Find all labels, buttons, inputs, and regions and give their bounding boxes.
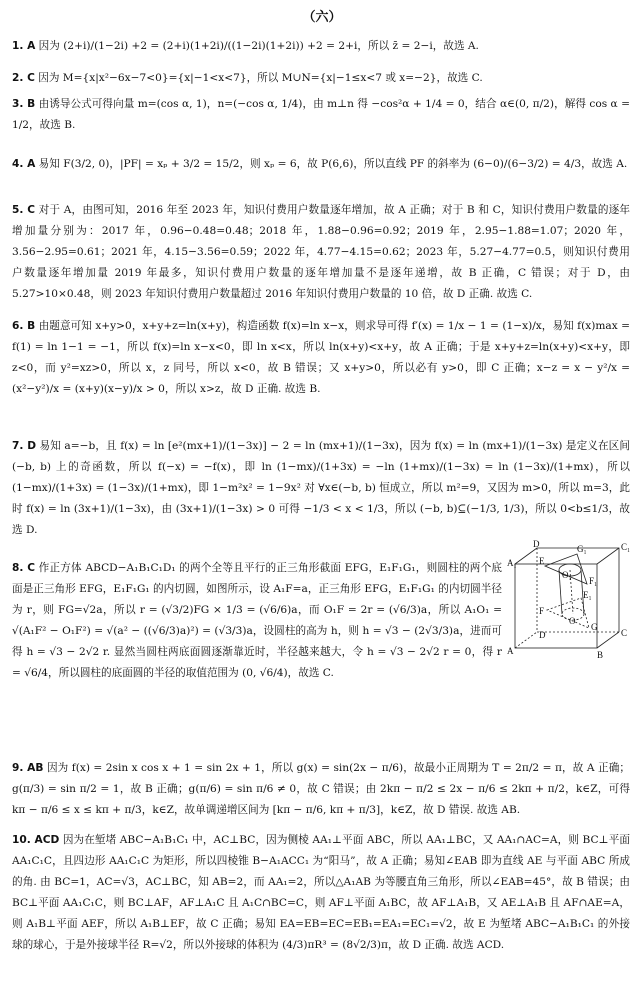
answer-text: 因为在堑堵 ABC−A₁B₁C₁ 中，AC⊥BC，因为侧棱 AA₁⊥平面 ABC，所以 AA₁⊥BC，又 AA₁∩AC=A，则 BC⊥平面 AA₁C₁C，且四边形 AA₁C₁C 为矩形，所以四棱锥 B−A₁ACC₁ 为“阳马”，故 A 正确；易知∠EAB 即为直线 AE 与平面 ABC 所成的角. 由 BC=1，AC=√3，AC⊥BC，知 AB=2，而 AA₁=2，所以△A₁AB 为等腰直角三角形，所以∠EAB=45°，故 B 错误；由 BC⊥平面 AA₁C₁C，则 BC⊥AF，AF⊥A₁C 且 A₁C∩BC=C，则 AF⊥平面 A₁BC，故 AF⊥A₁B，又 AE⊥A₁B 且 AF∩AE=A，则 A₁B⊥平面 AEF，所以 A₁B⊥EF，故 C 正确；易知 EA=EB=EC=EB₁=EA₁=EC₁=√2，故 E 为堑堵 ABC−A₁B₁C₁ 的外接球的球心，于是外接球半径 R=√2，所以外接球的体积为 (4/3)πR³ = (8√2/3)π，故 D 正确. 故选 ACD. <box>12 834 630 951</box>
answer-text: 由题意可知 x+y>0，x+y+z=ln(x+y)，构造函数 f(x)=ln x−x，则求导可得 f′(x) = 1/x − 1 = (1−x)/x，易知 f(x)max = f(1) = ln 1−1 = −1，所以 f(x)=ln x−x<0，即 ln x<x，所以 ln(x+y)<x+y，故 A 正确；于是 x+y+z=ln(x+y)<x+y，即 z<0，而 y²=xz>0，所以 x，z 同号，所以 x<0，故 B 错误；又 x+y>0，所以必有 y>0，即 C 正确；x−z = x − y²/x = (x²−y²)/x = (x+y)(x−y)/x > 0，所以 x>z，故 D 正确. 故选 B. <box>12 320 630 395</box>
answer-item-10 <box>12 830 630 956</box>
answer-text: 对于 A，由图可知，2016 年至 2023 年，知识付费用户数量逐年增加，故 A 正确；对于 B 和 C，知识付费用户数量的逐年增加量分别为：2017 年，0.96−0.48=0.48；2018 年，1.88−0.96=0.92；2019 年，2.95−1.88=1.07；2020 年，3.56−2.95=0.61；2021 年，4.15−3.56=0.59；2022 年，4.77−4.15=0.62；2023 年，5.27−4.77=0.5，则知识付费用户数量逐年增加量 2019 年最多，知识付费用户数量的逐年增加量不是逐年递增，故 B 正确，C 错误；对于 D，由 5.27>10×0.48，则 2023 年知识付费用户数量超过 2016 年知识付费用户数量的 10 倍，故 D 正确. 故选 C. <box>12 204 631 300</box>
label-F1: F₁ <box>589 576 598 586</box>
cube-cylinder-figure <box>507 540 635 660</box>
label-F: F <box>539 606 545 616</box>
answer-number: 9. AB <box>12 762 44 774</box>
answer-item-1 <box>12 36 630 57</box>
answer-item-8 <box>12 558 502 684</box>
answer-text: 因为 (2+i)/(1−2i) +2 = (2+i)(1+2i)/((1−2i)(1+2i)) +2 = 2+i，所以 z̄ = 2−i，故选 A. <box>38 40 479 52</box>
answer-text: 因为 M={x|x²−6x−7<0}={x|−1<x<7}，所以 M∪N={x|−1≤x<7 或 x=−2}，故选 C. <box>38 72 483 84</box>
answer-text: 易知 a=−b，且 f(x) = ln [e²(mx+1)/(1−3x)] − 2 = ln (mx+1)/(1−3x)，因为 f(x) = ln (mx+1)/(1−3x) 是定义在区间 (−b, b) 上的奇函数，所以 f(−x) = −f(x)，即 ln (1−mx)/(1+3x) = −ln (1+mx)/(1−3x) = ln (1−3x)/(1+mx)，所以 (1−mx)/(1+3x) = (1−3x)/(1+mx)，即 1−m²x² = 1−9x² 对 ∀x∈(−b, b) 恒成立，所以 m²=9，又因为 m>0，所以 m=3，此时 f(x) = ln (3x+1)/(1−3x)，由 (3x+1)/(1−3x) > 0 可得 −1/3 < x < 1/3，所以 (−b, b)⊆(−1/3, 1/3)，所以 0<b≤1/3，故选 D. <box>12 440 630 536</box>
label-G1: G₁ <box>577 544 587 554</box>
answer-number: 3. B <box>12 98 36 110</box>
answer-item-9 <box>12 758 630 821</box>
label-C1: C₁ <box>621 542 631 552</box>
answer-text: 由诱导公式可得向量 m=(cos α, 1)，n=(−cos α, 1/4)，由 m⊥n 得 −cos²α + 1/4 = 0，结合 α∈(0, π/2)，解得 cos α = 1/2，故选 B. <box>12 98 630 131</box>
label-C: C <box>621 628 628 638</box>
answer-number: 2. C <box>12 72 35 84</box>
label-B: B <box>597 650 604 660</box>
answer-number: 8. C <box>12 562 36 574</box>
answer-number: 1. A <box>12 40 36 52</box>
answer-text: 因为 f(x) = 2sin x cos x + 1 = sin 2x + 1，所以 g(x) = sin(2x − π/6)，故最小正周期为 T = 2π/2 = π，故 A 正确；g(π/3) = sin π/2 = 1，故 B 正确；g(π/6) = sin π/6 ≠ 0，故 C 错误；由 2kπ − π/2 ≤ 2x − π/6 ≤ 2kπ + π/2，k∈Z，可得 kπ − π/6 ≤ x ≤ kπ + π/3，k∈Z，故单调递增区间为 [kπ − π/6, kπ + π/3]，k∈Z，故 D 错误. 故选 AB. <box>12 762 630 816</box>
label-A1: A₁ <box>507 558 517 568</box>
answer-item-6 <box>12 316 630 400</box>
label-E: E <box>539 556 545 566</box>
answer-number: 5. C <box>12 204 36 216</box>
answer-number: 4. A <box>12 158 36 170</box>
answer-item-4 <box>12 154 630 175</box>
answer-number: 10. ACD <box>12 834 60 846</box>
answer-text: 易知 F(3/2, 0)，|PF| = xₚ + 3/2 = 15/2，则 xₚ = 6，故 P(6,6)，所以直线 PF 的斜率为 (6−0)/(6−3/2) = 4/3，故选 A. <box>38 158 628 170</box>
cube-diagram <box>507 540 635 660</box>
label-D: D <box>539 630 546 640</box>
label-G: G <box>591 622 598 632</box>
label-D1: D <box>533 540 540 549</box>
answer-item-7 <box>12 436 630 541</box>
answer-item-2 <box>12 68 630 89</box>
label-O: O <box>569 616 576 626</box>
page-title: （六） <box>302 10 342 25</box>
answer-text: 作正方体 ABCD−A₁B₁C₁D₁ 的两个全等且平行的正三角形截面 EFG，E₁F₁G₁，则圆柱的两个底面是正三角形 EFG，E₁F₁G₁ 的内切圆，如图所示，设 A₁F=a，正三角形 EFG，E₁F₁G₁ 的内切圆半径为 r，则 FG=√2a，所以 r = (√3/2)FG × 1/3 = (√6/6)a，而 O₁F = 2r = (√6/3)a，所以 A₁O₁ = √(A₁F² − O₁F²) = √(a² − ((√6/3)a)²) = (√3/3)a，设圆柱的高为 h，则 h = √3 − (2√3/3)a，进而可得 h = √3 − 2√2 r. 显然当圆柱两底面圆逐渐靠近时，半径越来越大，令 h = √3 − 2√2 r = 0，得 r = √6/4，所以圆柱的底面圆的半径的取值范围为 (0, √6/4)，故选 C. <box>12 562 503 679</box>
answer-item-3 <box>12 94 630 136</box>
label-A: A <box>507 646 514 656</box>
answer-item-5 <box>12 200 630 305</box>
label-O1: O₁ <box>562 570 572 580</box>
answer-number: 6. B <box>12 320 36 332</box>
answer-number: 7. D <box>12 440 36 452</box>
label-E1: E₁ <box>583 590 592 600</box>
